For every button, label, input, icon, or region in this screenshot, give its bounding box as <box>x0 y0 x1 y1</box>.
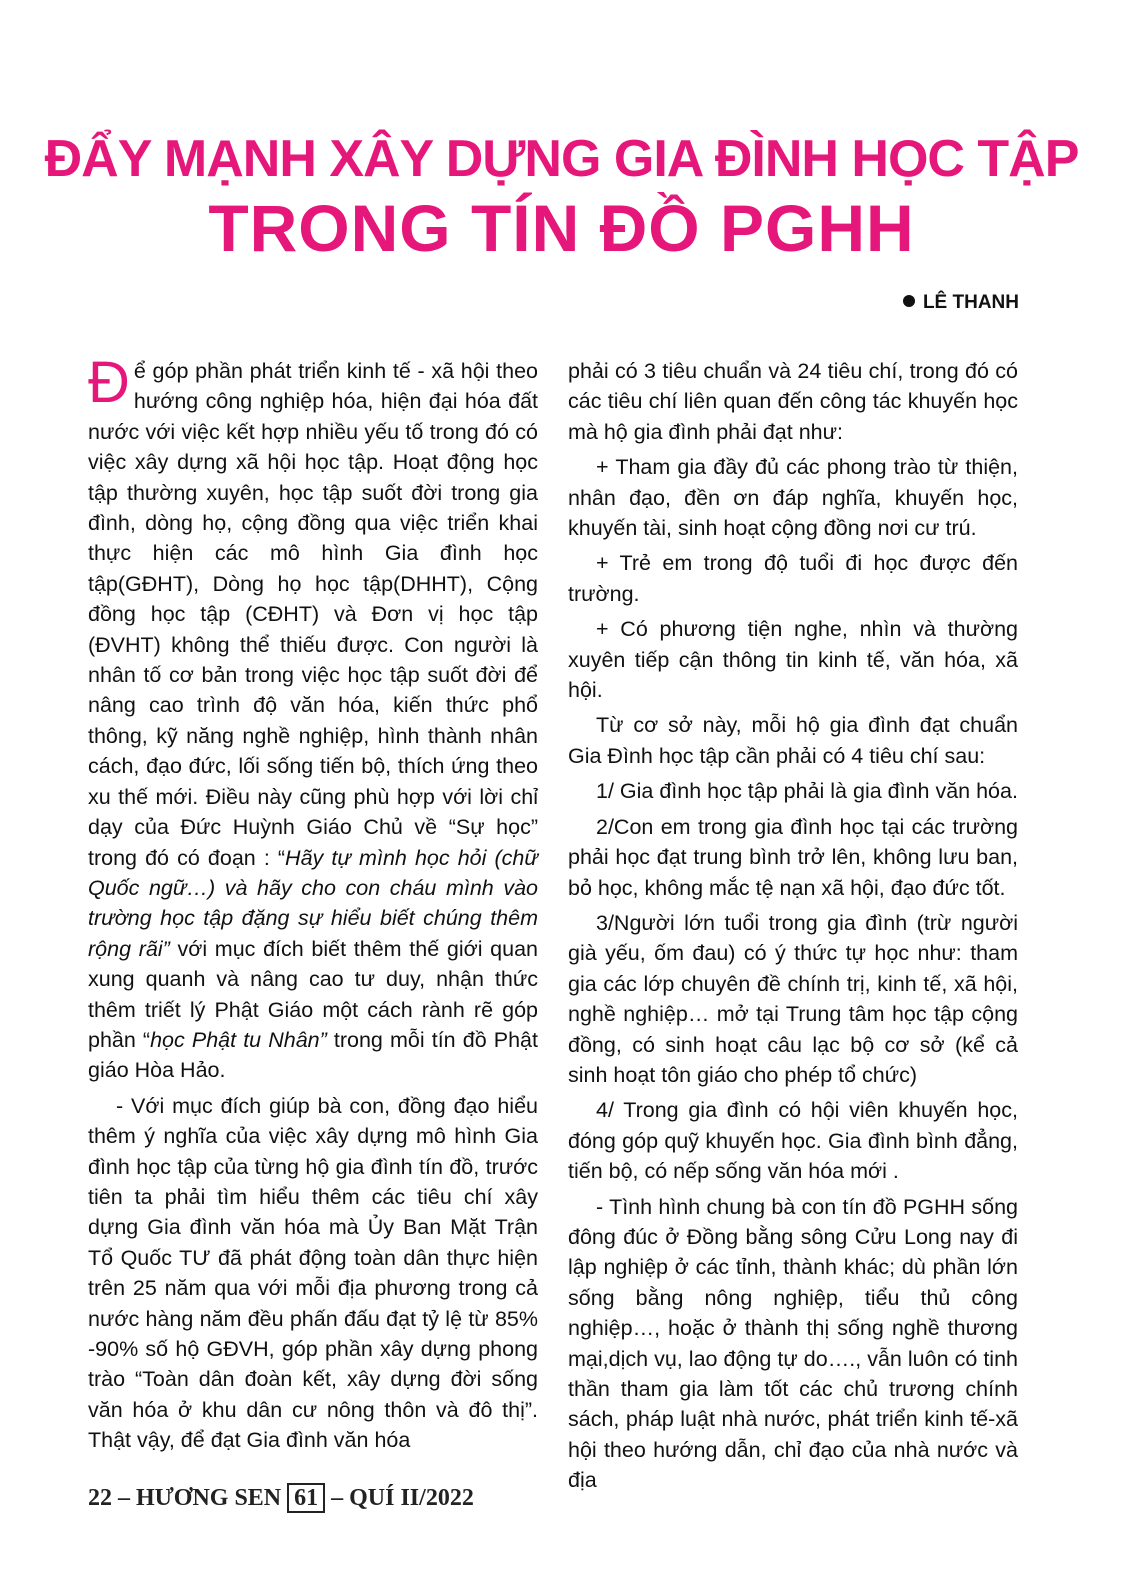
left-column <box>88 350 538 1461</box>
paragraph: - Với mục đích giúp bà con, đồng đạo hiểu thêm ý nghĩa của việc xây dựng mô hình Gia đình học tập của từng hộ gia đình tín đồ, trước tiên ta phải tìm hiểu thêm các tiêu chí xây dựng Gia đình văn hóa mà Ủy Ban Mặt Trận Tổ Quốc TƯ đã phát động toàn dân thực hiện trên 25 năm qua với mỗi địa phương trong cả nước hàng năm đều phấn đấu đạt tỷ lệ từ 85% -90% số hộ GĐVH, góp phần xây dựng phong trào “Toàn dân đoàn kết, xây dựng đời sống văn hóa ở khu dân cư nông thôn và đô thị”. Thật vậy, để đạt Gia đình văn hóa <box>88 1093 538 1453</box>
paragraph: 1/ Gia đình học tập phải là gia đình văn hóa. <box>596 779 1018 804</box>
drop-cap: Đ <box>88 350 130 415</box>
paragraph: + Trẻ em trong độ tuổi đi học được đến trường. <box>568 551 1018 606</box>
right-column <box>568 356 1018 1501</box>
paragraph: + Tham gia đầy đủ các phong trào từ thiện, nhân đạo, đền ơn đáp nghĩa, khuyến học, khuyến tài, sinh hoạt cộng đồng nơi cư trú. <box>568 455 1018 541</box>
article-title-line-2: TRONG TÍN ĐỒ PGHH <box>208 191 915 265</box>
paragraph-text: với mục đích biết thêm thế giới quan xung quanh và nâng cao tư duy, nhận thức thêm triết lý Phật Giáo một cách rành rẽ góp phần “ <box>88 936 538 1052</box>
paragraph: Từ cơ sở này, mỗi hộ gia đình đạt chuẩn Gia Đình học tập cần phải có 4 tiêu chí sau: <box>568 713 1018 768</box>
page-footer <box>88 1483 474 1513</box>
paragraph-text: ể góp phần phát triển kinh tế - xã hội theo hướng công nghiệp hóa, hiện đại hóa đất nước với việc kết hợp nhiều yếu tố trong đó có việc xây dựng xã hội học tập. Hoạt động học tập thường xuyên, học tập suốt đời trong gia đình, dòng họ, cộng đồng qua việc triển khai thực hiện các mô hình Gia đình học tập(GĐHT), Dòng họ học tập(DHHT), Cộng đồng học tập (CĐHT) và Đơn vị học tập (ĐVHT) không thể thiếu được. Con người là nhân tố cơ bản trong việc học tập suốt đời để nâng cao trình độ văn hóa, kiến thức phổ thông, kỹ năng nghề nghiệp, hình thành nhân cách, đạo đức, lối sống tiến bộ, thích ứng theo xu thế mới. Điều này cũng phù hợp với lời chỉ dạy của Đức Huỳnh Giáo Chủ về “Sự học” trong đó có đoạn : “ <box>88 359 538 870</box>
issue-number: 61 <box>287 1483 325 1513</box>
paragraph: 3/Người lớn tuổi trong gia đình (trừ người già yếu, ốm đau) có ý thức tự học như: tham gia các lớp chuyên đề chính trị, kinh tế, xã hội, nghề nghiệp… mở tại Trung tâm học tập cộng đồng, có sinh hoạt câu lạc bộ cơ sở (kể cả sinh hoạt tôn giáo cho phép tổ chức) <box>568 910 1018 1087</box>
paragraph: 2/Con em trong gia đình học tại các trường phải học đạt trung bình trở lên, không lưu ban, bỏ học, không mắc tệ nạn xã hội, đạo đức tốt. <box>568 814 1018 900</box>
paragraph: 4/ Trong gia đình có hội viên khuyến học, đóng góp quỹ khuyến học. Gia đình bình đẳng, tiến bộ, có nếp sống văn hóa mới . <box>568 1098 1018 1184</box>
byline <box>903 292 1019 314</box>
paragraph: - Tình hình chung bà con tín đồ PGHH sống đông đúc ở Đồng bằng sông Cửu Long nay đi lập nghiệp ở các tỉnh, thành khác; dù phần lớn sống bằng nông nghiệp, tiểu thủ công nghiệp…, hoặc ở thành thị sống nghề thương mại,dịch vụ, lao động tự do…., vẫn luôn có tinh thần tham gia làm tốt các chủ trương chính sách, pháp luật nhà nước, phát triển kinh tế-xã hội theo hướng dẫn, chỉ đạo của nhà nước và địa <box>568 1194 1018 1493</box>
author-name: LÊ THANH <box>922 292 1019 313</box>
article-title-line-1: ĐẨY MẠNH XÂY DỰNG GIA ĐÌNH HỌC TẬP <box>44 130 1079 188</box>
footer-separator: – <box>118 1485 130 1511</box>
paragraph: phải có 3 tiêu chuẩn và 24 tiêu chí, trong đó có các tiêu chí liên quan đến công tác khuyến học mà hộ gia đình phải đạt như: <box>568 359 1018 444</box>
page-number: 22 <box>88 1485 112 1511</box>
bullet-icon <box>903 295 915 307</box>
magazine-name: HƯƠNG SEN <box>136 1485 282 1511</box>
paragraph <box>88 350 538 1086</box>
quote-text: Hãy tự mình học hỏi (chữ Quốc ngữ…) và hãy cho con cháu mình vào trường học tập đặng sự hiểu biết chúng thêm rộng rãi” <box>88 845 538 961</box>
paragraph-text: trong mỗi tín đồ Phật giáo Hòa Hảo. <box>88 1027 538 1083</box>
footer-separator: – <box>331 1485 344 1511</box>
quote-text: học Phật tu Nhân” <box>150 1027 327 1052</box>
issue-period: QUÍ II/2022 <box>349 1485 474 1511</box>
paragraph: + Có phương tiện nghe, nhìn và thường xuyên tiếp cận thông tin kinh tế, văn hóa, xã hội. <box>568 617 1018 703</box>
